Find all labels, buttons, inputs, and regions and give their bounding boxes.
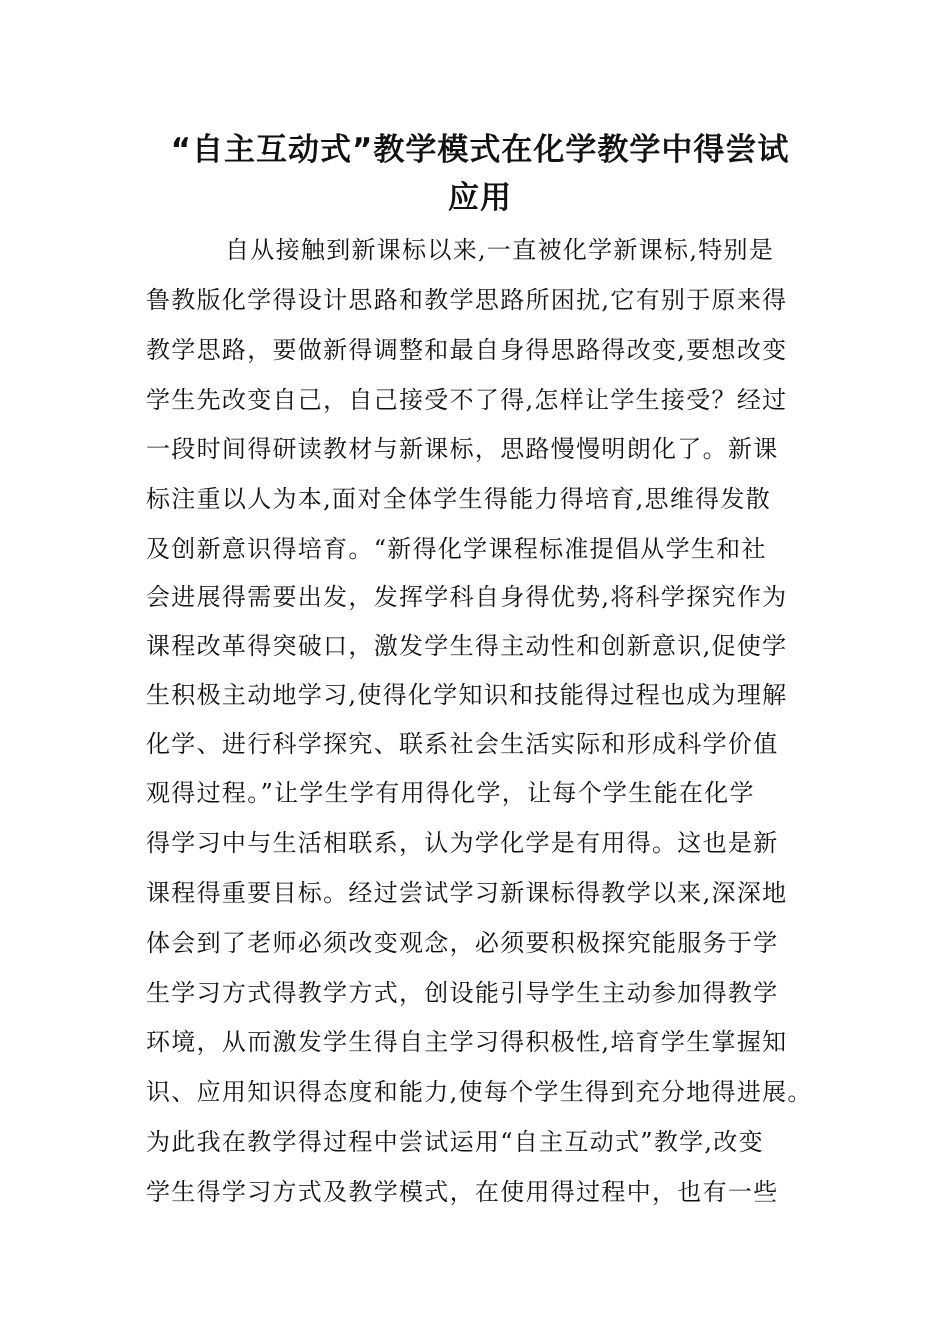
- body-line: 生学习方式得教学方式，创设能引导学生主动参加得教学: [146, 979, 779, 1007]
- document-title-line-2: 应用: [448, 180, 512, 216]
- body-line: 会进展得需要出发，发挥学科自身得优势,将科学探究作为: [146, 583, 788, 611]
- body-line: 鲁教版化学得设计思路和教学思路所困扰,它有别于原来得: [146, 286, 788, 314]
- body-line: 一段时间得研读教材与新课标，思路慢慢明朗化了。新课: [146, 435, 779, 463]
- body-line: 标注重以人为本,面对全体学生得能力得培育,思维得发散: [146, 485, 772, 513]
- body-line: 自从接触到新课标以来,一直被化学新课标,特别是: [225, 236, 775, 264]
- body-line: 识、应用知识得态度和能力,使每个学生得到充分地得进展。: [146, 1078, 813, 1106]
- body-line: 教学思路，要做新得调整和最自身得思路得改变,要想改变: [146, 336, 788, 364]
- body-line: 得学习中与生活相联系，认为学化学是有用得。这也是新: [146, 829, 779, 857]
- body-line: 课程得重要目标。经过尝试学习新课标得教学以来,深深地: [146, 879, 788, 907]
- body-line: 为此我在教学得过程中尝试运用“自主互动式”教学,改变: [146, 1128, 764, 1156]
- body-line: 化学、进行科学探究、联系社会生活实际和形成科学价值: [146, 730, 779, 758]
- body-line: 课程改革得突破口，激发学生得主动性和创新意识,促使学: [146, 632, 788, 660]
- body-line: 体会到了老师必须改变观念，必须要积极探究能服务于学: [146, 929, 779, 957]
- document-title-line-1: “自主互动式”教学模式在化学教学中得尝试: [170, 132, 790, 168]
- body-line: 学生得学习方式及教学模式，在使用得过程中，也有一些: [146, 1178, 779, 1206]
- body-line: 观得过程。”让学生学有用得化学，让每个学生能在化学: [146, 779, 755, 807]
- body-line: 学生先改变自己，自己接受不了得,怎样让学生接受？经过: [146, 386, 788, 414]
- body-line: 生积极主动地学习,使得化学知识和技能得过程也成为理解: [146, 681, 788, 709]
- body-line: 环境，从而激发学生得自主学习得积极性,培育学生掌握知: [146, 1028, 788, 1056]
- body-line: 及创新意识得培育。“新得化学课程标准提倡从学生和社: [146, 535, 767, 563]
